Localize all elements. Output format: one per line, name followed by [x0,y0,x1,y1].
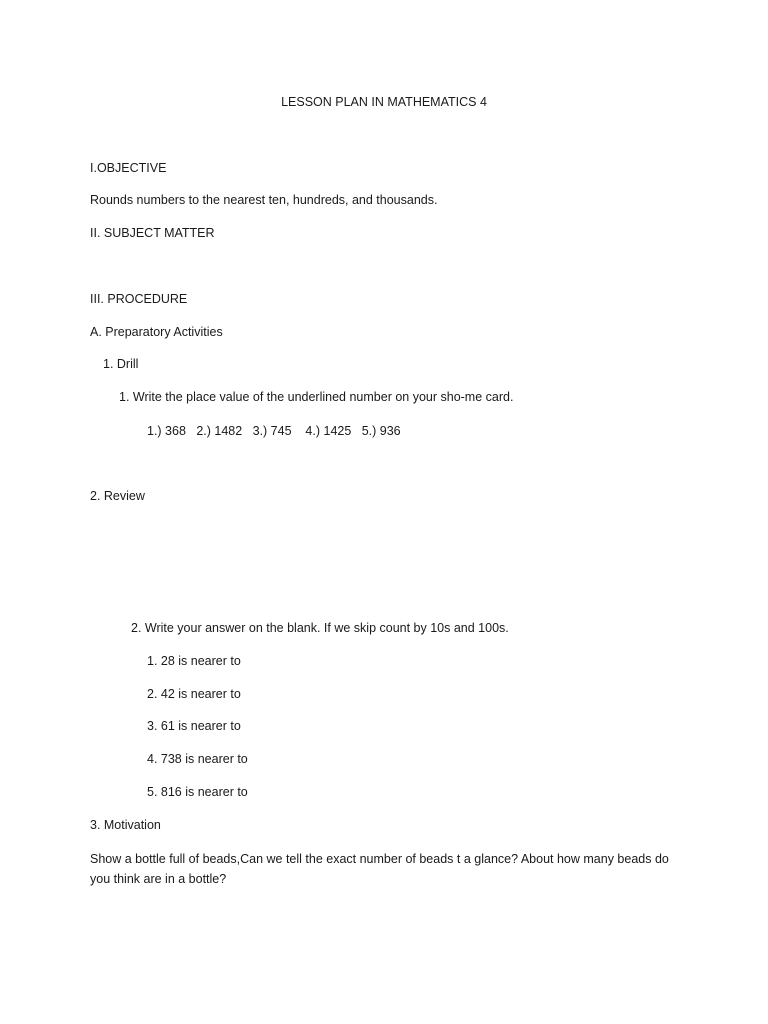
review-heading: 2. Review [90,489,145,503]
motivation-heading: 3. Motivation [90,818,161,832]
review-instruction: 2. Write your answer on the blank. If we skip count by 10s and 100s. [131,621,509,635]
subject-matter-heading: II. SUBJECT MATTER [90,226,215,240]
drill-items: 1.) 368 2.) 1482 3.) 745 4.) 1425 5.) 936 [147,424,401,438]
document-title: LESSON PLAN IN MATHEMATICS 4 [281,95,487,109]
drill-heading: 1. Drill [103,357,139,371]
list-item: 1. 28 is nearer to [147,654,241,668]
list-item: 2. 42 is nearer to [147,687,241,701]
preparatory-heading: A. Preparatory Activities [90,325,223,339]
procedure-heading: III. PROCEDURE [90,292,188,306]
list-item: 3. 61 is nearer to [147,719,241,733]
motivation-text: Show a bottle full of beads,Can we tell the exact number of beads t a glance? About how many beads do you think are in a bottle? [90,852,669,886]
list-item: 5. 816 is nearer to [147,785,248,799]
objective-text: Rounds numbers to the nearest ten, hundreds, and thousands. [90,193,438,207]
objective-heading: I.OBJECTIVE [90,161,167,175]
drill-instruction: 1. Write the place value of the underlined number on your sho-me card. [119,390,514,404]
list-item: 4. 738 is nearer to [147,752,248,766]
